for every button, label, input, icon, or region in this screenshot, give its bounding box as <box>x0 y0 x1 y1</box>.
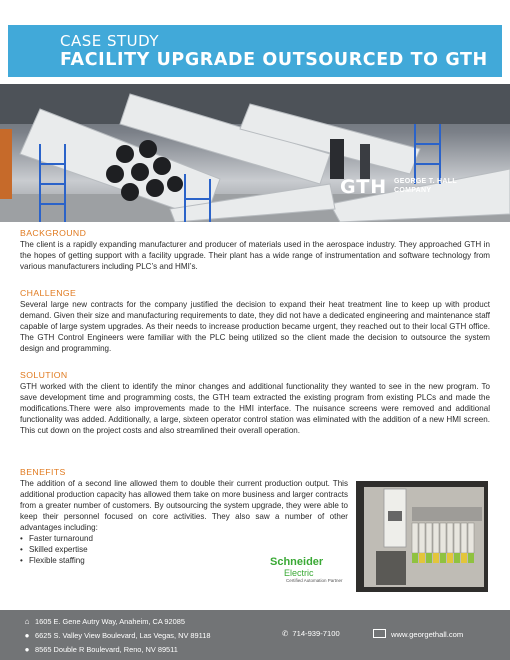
partner-name-line2: Electric <box>284 568 314 578</box>
section-heading: BENEFITS <box>20 467 66 477</box>
partner-caption: Certified Automation Partner <box>286 578 343 583</box>
control-panel-photo <box>356 481 488 592</box>
list-item: • Flexible staffing <box>20 555 348 566</box>
phone-icon: ✆ <box>282 629 289 638</box>
address-text: 8565 Double R Boulevard, Reno, NV 89511 <box>35 645 178 654</box>
address-text: 6625 S. Valley View Boulevard, Las Vegas, NV 89118 <box>35 631 211 640</box>
monitor-icon <box>373 629 386 638</box>
section-heading: CHALLENGE <box>20 288 77 298</box>
list-item: • Faster turnaround <box>20 533 348 544</box>
footer-website[interactable] <box>373 629 463 639</box>
section-body: The addition of a second line allowed them to double their current production output. This additional production capacity has allowed them take on more business and larger contracts from a greater number of customers. By outsourcing the system upgrade, they were able to keep their personnel focused on core activities. They also saw a number of other advantages including: <box>20 479 348 533</box>
section-solution <box>20 370 490 436</box>
section-body: GTH worked with the client to identify the minor changes and additional functionality they wanted to see in the new program. To save development time and programming costs, the GTH team extracted the existing program from existing PLCs and made the modifications.There were also improvements made to the HMI interface. The nuisance screens were removed and additional functionality was added. Additionally, a large, sixteen operator control station was eliminated with the addition of a new HMI screen. This cut down on the project costs and also streamlined their overall operation. <box>20 382 490 436</box>
website-text: www.georgethall.com <box>391 630 464 639</box>
section-body: Several large new contracts for the company justified the decision to expand their heat treatment line to keep up with product demand. Given their size and manufacturing requirements to date, they did not have a dedicated engineering and maintenance staff capable of large system upgrades. As their needs to increase production became urgent, they reached out to their local GTH office. The GTH Control Engineers were familiar with the PLC being utilized so the client made the decision to outsource the system design and programming. <box>20 300 490 354</box>
map-pin-icon: ● <box>24 631 30 640</box>
footer-address <box>22 645 178 654</box>
gth-logo-name <box>394 177 457 195</box>
home-icon: ⌂ <box>24 617 30 626</box>
banner-title: FACILITY UPGRADE OUTSOURCED TO GTH <box>60 50 488 70</box>
phone-text: 714-939-7100 <box>292 629 340 638</box>
gth-logo-name-line1: GEORGE T. HALL <box>394 178 457 185</box>
section-body: The client is a rapidly expanding manufacturer and producer of materials used in the aerospace industry. They approached GTH in the hopes of getting support with a facility upgrade. Their plant has a wide range of instrumentation and software technology from various manufacturers including PLC’s and HMI’s. <box>20 240 490 272</box>
hero-photo <box>0 84 510 222</box>
section-heading: BACKGROUND <box>20 228 87 238</box>
gth-logo-mark: GTH <box>340 176 388 198</box>
section-challenge <box>20 288 490 354</box>
gth-logo <box>340 176 490 198</box>
list-item: • Skilled expertise <box>20 544 348 555</box>
footer-address <box>22 631 210 640</box>
schneider-electric-logo <box>270 556 352 592</box>
banner-kicker: CASE STUDY <box>60 32 160 50</box>
section-heading: SOLUTION <box>20 370 68 380</box>
gth-logo-name-line2: COMPANY <box>394 187 432 194</box>
map-pin-icon: ● <box>24 645 30 654</box>
footer-phone[interactable] <box>282 629 340 638</box>
section-background <box>20 228 490 272</box>
footer-address <box>22 617 185 626</box>
hero-illustration <box>0 84 510 222</box>
address-text: 1605 E. Gene Autry Way, Anaheim, CA 92085 <box>35 617 185 626</box>
partner-name-line1: Schneider <box>270 556 324 568</box>
control-panel-illustration <box>356 481 488 592</box>
section-benefits <box>20 467 348 566</box>
header-banner <box>8 25 502 77</box>
